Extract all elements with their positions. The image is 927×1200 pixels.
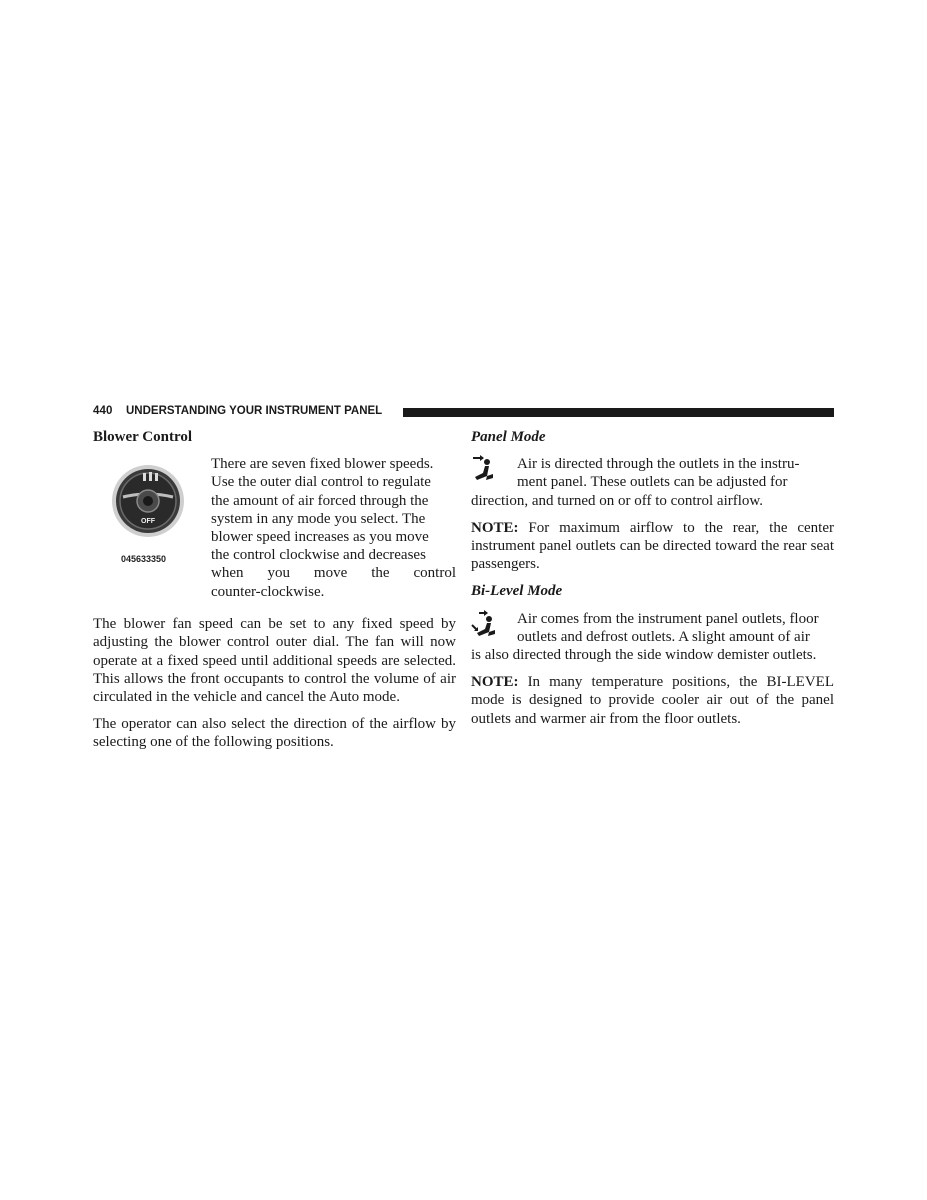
- blower-control-heading: Blower Control: [93, 429, 193, 445]
- bilevel-mode-heading: Bi-Level Mode: [471, 583, 563, 600]
- blower-dial-figure: [93, 455, 205, 575]
- panel-mode-line-1: Air is directed through the outlets in the instru-: [517, 456, 800, 473]
- header-rule: [403, 408, 834, 417]
- figure-text-line: There are seven fixed blower speeds.: [211, 456, 434, 473]
- note-text: For maximum airflow to the rear, the center instrument panel outlets can be directed toward the rear seat passengers.: [471, 519, 834, 573]
- bilevel-mode-line-1: Air comes from the instrument panel outlets, floor: [517, 610, 819, 627]
- figure-text-line: counter-clockwise.: [211, 583, 325, 600]
- bilevel-mode-icon: [471, 610, 499, 642]
- note-label: NOTE:: [471, 674, 519, 691]
- section-title: UNDERSTANDING YOUR INSTRUMENT PANEL: [126, 405, 383, 417]
- blower-figure-block: [93, 455, 456, 606]
- panel-mode-line-3: direction, and turned on or off to control airflow.: [471, 492, 764, 509]
- page-number: 440: [93, 405, 113, 417]
- dial-off-label: OFF: [141, 518, 155, 526]
- figure-text-line: the control clockwise and decreases: [211, 547, 426, 564]
- bilevel-mode-line-2: outlets and defrost outlets. A slight amount of air: [517, 628, 810, 645]
- figure-caption: 045633350: [121, 554, 167, 565]
- blower-paragraph-2: The operator can also select the direction of the airflow by selecting one of the following positions.: [93, 716, 456, 751]
- blower-paragraph-1: The blower fan speed can be set to any fixed speed by adjusting the blower control outer dial. The fan will now operate at a fixed speed until additional speeds are selected. This allows the front occupants to control the volume of air circulated in the vehicle and cancel the Auto mode.: [93, 616, 456, 706]
- figure-text-line: blower speed increases as you move: [211, 529, 429, 546]
- figure-text-line: system in any mode you select. The: [211, 510, 426, 527]
- figure-side-text: [211, 455, 456, 601]
- right-column: [471, 428, 834, 737]
- figure-text-line: the amount of air forced through the: [211, 492, 429, 509]
- panel-mode-heading: Panel Mode: [471, 429, 546, 445]
- panel-mode-block: [471, 455, 834, 510]
- panel-mode-line-2: ment panel. These outlets can be adjusted for: [517, 474, 788, 491]
- panel-mode-icon: [471, 455, 499, 487]
- bilevel-mode-line-3: is also directed through the side window demister outlets.: [471, 647, 817, 664]
- left-column: [93, 428, 456, 761]
- bilevel-mode-block: [471, 610, 834, 665]
- figure-text-line: when you move the control: [211, 565, 456, 582]
- page-header: [93, 405, 834, 419]
- bilevel-mode-note: [471, 673, 834, 728]
- blower-dial-icon: [93, 455, 205, 550]
- note-label: NOTE:: [471, 519, 519, 536]
- note-text: In many temperature positions, the BI-LEVEL mode is designed to provide cooler air out of the panel outlets and warmer air from the floor outlets.: [471, 674, 834, 727]
- figure-text-line: Use the outer dial control to regulate: [211, 474, 431, 491]
- panel-mode-note: [471, 519, 834, 574]
